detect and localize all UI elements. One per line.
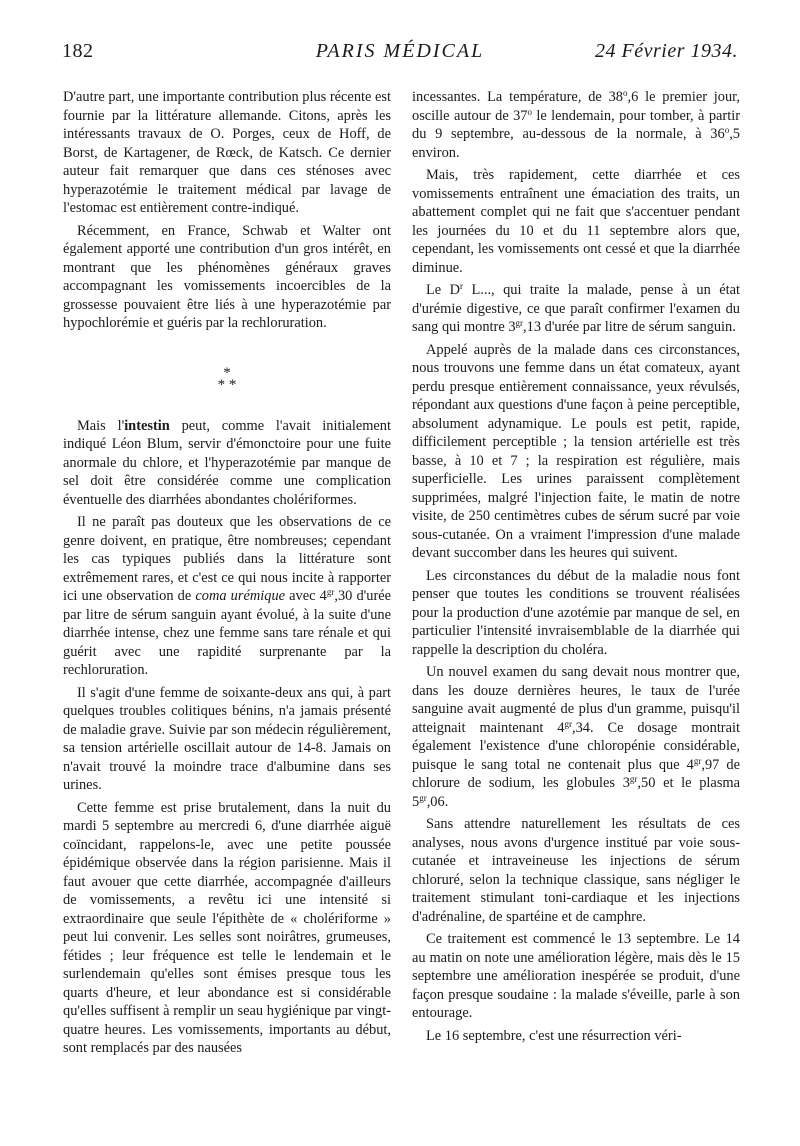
paragraph (412, 663, 740, 811)
text-run: ,30 d'urée par litre de sérum sanguin ayant évolué, à la suite d'une diarrhée intense, chez une femme sans tare rénale et qui guérit avec une rapidité surprenante par la rechloruration. (63, 588, 392, 678)
text-run: Mais l' (77, 417, 125, 434)
paragraph (63, 417, 391, 510)
paragraph (63, 513, 391, 680)
text-run: ,34. Ce dosage montrait également l'existence d'une chloropénie considérable, puisque le sang total ne contenait plus que 4 (412, 719, 740, 773)
paragraph: Récemment, en France, Schwab et Walter ont également apporté une contribution d'un gros intérêt, en montrant que les phénomènes généraux graves accompagnant les vomissements incoercibles de la grossesse pouvaient être liés à une hyperazotémie par hypochlorémie et guéris par la rechloruration. (63, 222, 391, 331)
paragraph: D'autre part, une importante contribution plus récente est fournie par la littérature allemande. Citons, après les intéressants travaux de O. Porges, ceux de Hoff, de Borst, de Kartagener, de Rœck, de Katsch. Ce dernier auteur fait remarquer que dans ces sténoses avec hyperazotémie le traitement médical par lavage de l'estomac est entièrement contre-indiqué. (63, 89, 391, 216)
text-run: ,50 et le plasma 5 (412, 775, 740, 810)
superscript-unit: gr (629, 774, 638, 784)
left-column (63, 88, 391, 1062)
paragraph: Il s'agit d'une femme de soixante-deux ans qui, à part quelques troubles colitiques bénins, n'a jamais présenté de maladie grave. Suivie par son médecin régulièrement, sa tension artérielle oscillait autour de 14-8. Jamais on n'avait trouvé la moindre trace d'albumine dans ses urines. (63, 684, 391, 793)
paragraph (412, 281, 740, 337)
superscript-unit: gr (693, 755, 702, 766)
superscript-unit: gr (515, 318, 524, 328)
text-run: Un nouvel examen du sang devait nous montrer que, dans les douze dernières heures, le taux de l'urée sanguine avait augmenté de plus d'un gramme, puisqu'il atteignait maintenant 4 (412, 664, 740, 736)
page-number: 182 (62, 40, 94, 62)
text-run: avec 4 (285, 588, 327, 604)
text-run: ,13 d'urée par litre de sérum sanguin. (523, 319, 736, 335)
text-run: incessantes. La température, de 38 (412, 89, 623, 105)
paragraph (412, 88, 740, 162)
superscript-degree: o (724, 125, 730, 135)
right-column (412, 88, 740, 1049)
paragraph: Sans attendre naturellement les résultats de ces analyses, nous avons d'urgence institué par voie sous-cutanée et intraveineuse les injections de sérum chloruré, selon la technique classique, sans négliger le traitement stimulant toni-cardiaque et les injections d'adrénaline, de spartéine et de camphre. (412, 816, 740, 925)
text-run: Le D (426, 282, 461, 298)
paragraph: Ce traitement est commencé le 13 septembre. Le 14 au matin on note une amélioration légère, mais dès le 15 septembre une amélioration inespérée se produit, d'une façon presque soudaine : la malade s'éveille, parle à son entourage. (412, 931, 740, 1021)
superscript-abbrev: r (460, 281, 464, 291)
text-run: Il ne paraît pas douteux que les observations de ce genre doivent, en pratique, être nombreuses; cependant les cas typiques publiés dans la littérature sont extrêmement rares, et c'est ce qui nous incite à rapporter ici une observation de (63, 514, 391, 604)
text-run: ,97 de chlorure de sodium, les globules 3 (412, 756, 740, 791)
asterism-top: * (223, 364, 231, 381)
section-separator-asterism (63, 364, 391, 393)
asterism-bottom: * * (217, 376, 237, 393)
superscript-unit: gr (326, 587, 335, 597)
text-run: L..., qui traite la malade, pense à un état d'urémie digestive, ce que paraît confirmer l'examen du sang qui montre 3 (412, 282, 740, 335)
journal-title: PARIS MÉDICAL (315, 40, 485, 62)
bold-term-intestin: intestin (124, 417, 170, 434)
superscript-degree: o (622, 88, 628, 98)
text-run: ,6 le premier jour, oscille autour de 37 (412, 89, 740, 124)
paragraph: Le 16 septembre, c'est une résurrection véri- (426, 1027, 682, 1044)
text-run: ,06. (426, 793, 449, 810)
italic-term-coma-uremique: coma urémique (195, 588, 286, 604)
text-run: le lendemain, pour tomber, à partir du 9 septembre, au-dessous de la normale, à 36 (412, 107, 740, 142)
superscript-degree: o (527, 106, 532, 117)
running-header (62, 34, 738, 70)
text-run: peut, comme l'avait initialement indiqué Léon Blum, servir d'émonctoire pour une fuite anormale du chlore, et l'hyperazotémie par manque de sel doit être considérée comme une complication éventuelle des diarrhées abondantes cholériformes. (63, 417, 391, 508)
text-run: ,5 environ. (412, 126, 740, 161)
issue-date: 24 Février 1934. (595, 40, 738, 62)
superscript-unit: gr (419, 792, 427, 803)
superscript-unit: gr (564, 718, 572, 729)
paragraph: Cette femme est prise brutalement, dans la nuit du mardi 5 septembre au mercredi 6, d'une diarrhée aiguë coïncidant, rappelons-le, avec une petite poussée épidémique observée dans la région parisienne. Mais il faut avouer que cette diarrhée, accompagnée d'ailleurs de vomissements, a revêtu ici une intensité si extraordinaire que seule l'épithète de « cholériforme » peut lui convenir. Les selles sont noirâtres, grumeuses, fétides ; leur fréquence est telle le lendemain et le surlendemain qu'elles sont émises presque tous les quarts d'heure, et leur abondance est si considérable qu'elles suffisent à remplir un seau hygiénique par vingt-quatre heures. Les vomissements, importants au début, sont remplacés par des nausées (63, 799, 391, 1056)
paragraph: Mais, très rapidement, cette diarrhée et ces vomissements entraînent une émaciation des traits, un abattement complet qui ne fait que s'accentuer pendant les journées du 10 et du 11 septembre alors que, cependant, les vomissements ont cessé et que la diarrhée diminue. (412, 167, 740, 276)
paragraph: Appelé auprès de la malade dans ces circonstances, nous trouvons une femme dans un état comateux, ayant perdu presque entièrement connaissance, yeux révulsés, répondant aux questions d'une façon à peine perceptible, absolument adynamique. Le pouls est petit, rapide, difficilement perceptible ; la tension artérielle est très basse, à 10 et 7 ; la respiration est régulière, mais superficielle. Les urines paraissent complètement supprimées, malgré l'injection faite, le matin de notre visite, de 250 centimètres cubes de sérum sucré par voie sous-cutanée. On a vraiment l'impression d'une malade devant succomber dans les heures qui suivent. (412, 341, 740, 561)
paragraph: Les circonstances du début de la maladie nous font penser que toutes les conditions se trouvent réalisées pour la production d'une azotémie par manque de sel, en particulier l'intensité invraisemblable de la diarrhée qui rappelle la description du choléra. (412, 567, 740, 658)
